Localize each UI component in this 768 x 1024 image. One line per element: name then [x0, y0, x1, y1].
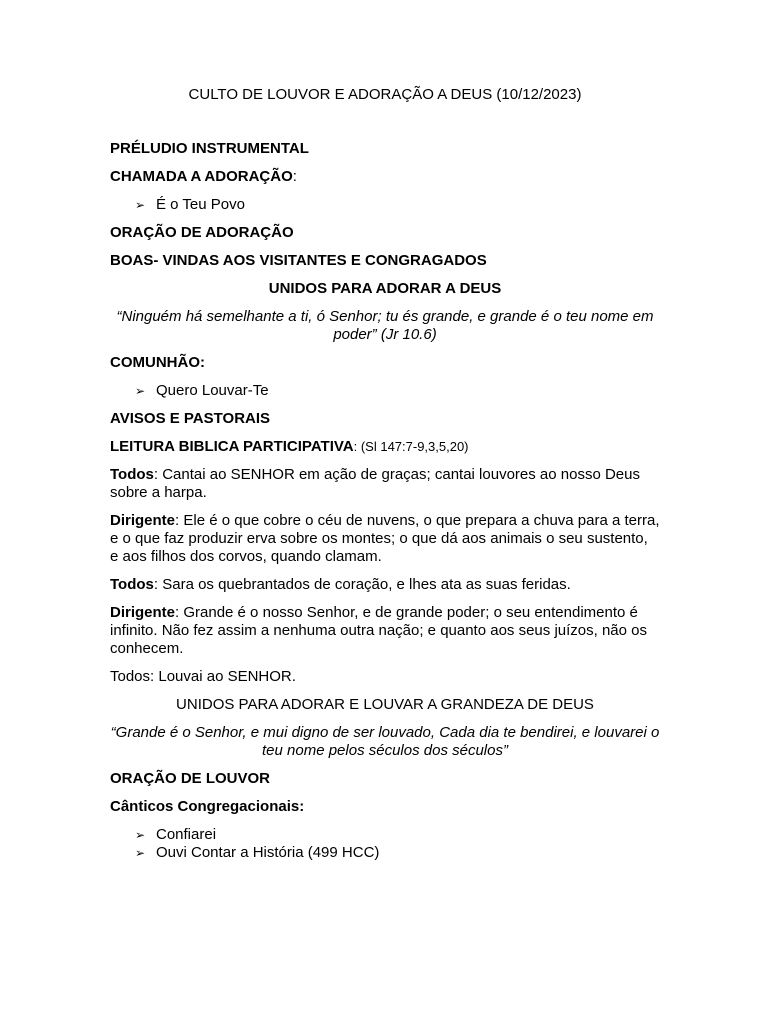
list-item-text: Confiarei: [156, 826, 217, 843]
boas-vindas-heading: BOAS- VINDAS AOS VISITANTES E CONGRAGADOS: [110, 252, 487, 269]
reading-text: : Ele é o que cobre o céu de nuvens, o que prepara a chuva para a terra, e o que faz produzir erva sobre os montes; o que dá aos animais o seu sustento, e aos filhos dos corvos, quando clamam.: [110, 512, 660, 565]
chamada-suffix: :: [292, 168, 297, 185]
reading-speaker: Todos: [110, 576, 154, 593]
scripture-quote-2: “Grande é o Senhor, e mui digno de ser louvado, Cada dia te bendirei, e louvarei o teu nome pelos séculos dos séculos”: [110, 724, 660, 759]
preludio-heading: PRÉLUDIO INSTRUMENTAL: [110, 140, 309, 157]
leitura-label: LEITURA BIBLICA PARTICIPATIVA: [110, 438, 354, 455]
list-item: [110, 196, 660, 214]
oracao-louvor-heading: ORAÇÃO DE LOUVOR: [110, 770, 271, 787]
comunhao-list: [110, 382, 660, 400]
reading-speaker: Todos: [110, 466, 154, 483]
arrowhead-bullet-icon: ➢: [135, 384, 146, 398]
list-item-text: Quero Louvar-Te: [156, 382, 269, 399]
reading-paragraph: [110, 604, 660, 658]
unidos-heading-1: UNIDOS PARA ADORAR A DEUS: [268, 280, 502, 297]
reading-paragraph: [110, 466, 660, 502]
list-item-text: É o Teu Povo: [156, 196, 245, 213]
canticos-list: [110, 826, 660, 862]
arrowhead-bullet-icon: ➢: [135, 198, 146, 212]
list-item: [110, 844, 660, 862]
reading-text: : Sara os quebrantados de coração, e lhes ata as suas feridas.: [153, 576, 571, 593]
reading-paragraph: [110, 576, 660, 594]
canticos-heading: Cânticos Congregacionais:: [110, 798, 305, 815]
reading-speaker: Dirigente: [110, 512, 176, 529]
list-item: [110, 382, 660, 400]
comunhao-heading: COMUNHÃO:: [110, 354, 205, 371]
arrowhead-bullet-icon: ➢: [135, 828, 146, 842]
scripture-quote-1: “Ninguém há semelhante a ti, ó Senhor; tu és grande, e grande é o teu nome em poder” (Jr 10.6): [116, 308, 654, 343]
reading-text: : Cantai ao SENHOR em ação de graças; cantai louvores ao nosso Deus sobre a harpa.: [110, 466, 640, 501]
chamada-heading: [110, 168, 660, 186]
document-title: CULTO DE LOUVOR E ADORAÇÃO A DEUS (10/12/2023): [188, 86, 582, 103]
arrowhead-bullet-icon: ➢: [135, 846, 146, 860]
document-content: [110, 86, 660, 872]
oracao-adoracao-heading: ORAÇÃO DE ADORAÇÃO: [110, 224, 294, 241]
chamada-label: CHAMADA A ADORAÇÃO: [110, 168, 293, 185]
reading-paragraph: [110, 512, 660, 566]
leitura-reference: : (Sl 147:7-9,3,5,20): [353, 439, 469, 454]
reading-speaker: Dirigente: [110, 604, 176, 621]
list-item: [110, 826, 660, 844]
avisos-heading: AVISOS E PASTORAIS: [110, 410, 271, 427]
final-reading: Todos: Louvai ao SENHOR.: [110, 668, 296, 685]
reading-text: : Grande é o nosso Senhor, e de grande poder; o seu entendimento é infinito. Não fez assim a nenhuma outra nação; e quanto aos seus juízos, não os conhecem.: [110, 604, 647, 657]
leitura-heading: [110, 438, 660, 456]
unidos-heading-2: UNIDOS PARA ADORAR E LOUVAR A GRANDEZA DE DEUS: [176, 696, 594, 713]
chamada-list: [110, 196, 660, 214]
list-item-text: Ouvi Contar a História (499 HCC): [156, 844, 380, 861]
